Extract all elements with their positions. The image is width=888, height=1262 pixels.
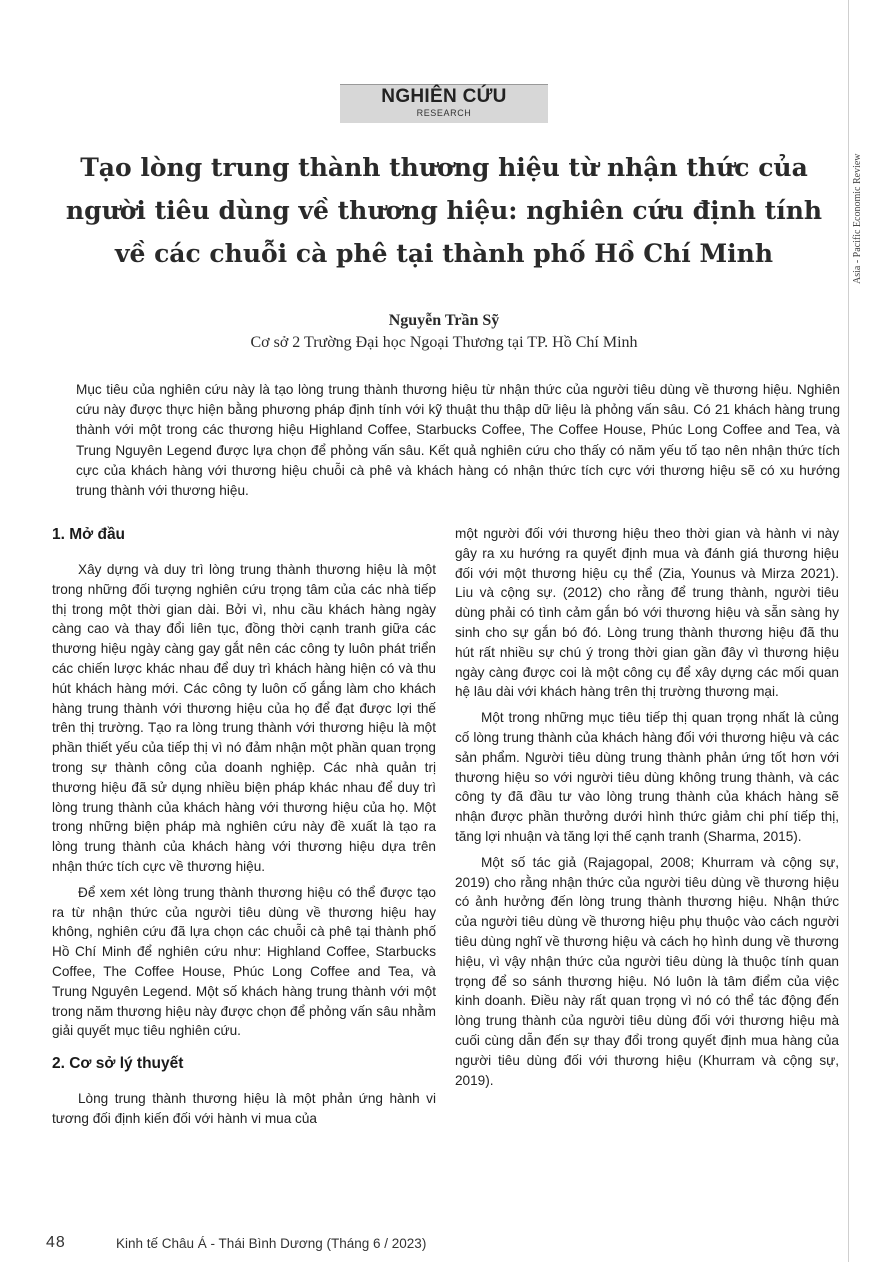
heading-theory: 2. Cơ sở lý thuyết	[52, 1055, 184, 1073]
side-journal-name: Asia - Pacific Economic Review	[852, 153, 863, 284]
page-number: 48	[46, 1234, 66, 1251]
section-title: NGHIÊN CỨU	[381, 86, 507, 107]
paragraph: Một trong những mục tiêu tiếp thị quan trọng nhất là củng cố lòng trung thành của khách hàng đối với thương hiệu và các sản phẩm. Người tiêu dùng trung thành phản ứng tốt hơn với thương hiệu so với người tiêu dùng không trung thành, và các công ty đã đầu tư vào lòng trung thành của khách hàng sẽ nhận được phần thưởng dưới hình thức giảm chi phí tiếp thị, tăng lợi nhuận và tăng lợi thế cạnh tranh (Sharma, 2015).	[455, 710, 839, 844]
paragraph: Lòng trung thành thương hiệu là một phản ứng hành vi tương đối định kiến đối với hành vi mua của	[52, 1091, 436, 1126]
paragraph: Xây dựng và duy trì lòng trung thành thương hiệu là một trong những đối tượng nghiên cứu trọng tâm của các nhà tiếp thị trong một thời gian dài. Bởi vì, nhu cầu khách hàng ngày càng cao và thay đổi liên tục, đồng thời cạnh tranh giữa các thương hiệu ngày càng gay gắt nên các công ty luôn phát triển các chiến lược khác nhau để duy trì khách hàng hiện có và thu hút khách hàng mới. Các công ty luôn cố gắng làm cho khách hàng trung thành với thương hiệu của họ để đạt được lợi thế trên thị trường. Tạo ra lòng trung thành với thương hiệu là một phần thiết yếu của tiếp thị vì nó đảm nhận một phần quan trọng trong sự thành công của doanh nghiệp. Các nhà quản trị thương hiệu đã sử dụng nhiều biện pháp khác nhau để duy trì lòng trung thành của khách hàng với thương hiệu của họ. Một trong những biện pháp mà nghiên cứu này đề xuất là tạo ra lòng trung thành của khách hàng với thương hiệu dựa trên nhận thức tích cực về thương hiệu.	[52, 562, 436, 874]
footer-journal-name: Kinh tế Châu Á - Thái Bình Dương (Tháng 6 / 2023)	[116, 1236, 427, 1251]
section-subtitle: RESEARCH	[416, 108, 472, 118]
article-affiliation: Cơ sở 2 Trường Đại học Ngoại Thương tại TP. Hồ Chí Minh	[250, 334, 638, 351]
abstract: Mục tiêu của nghiên cứu này là tạo lòng trung thành thương hiệu từ nhận thức của người tiêu dùng về thương hiệu. Nghiên cứu này được thực hiện bằng phương pháp định tính với kỹ thuật thu thập dữ liệu là phỏng vấn sâu. Có 21 khách hàng trung thành với một trong các thương hiệu Highland Coffee, Starbucks Coffee, The Coffee House, Phúc Long Coffee and Tea, và Trung Nguyên Legend được lựa chọn để phỏng vấn sâu. Kết quả nghiên cứu cho thấy có năm yếu tố tạo nên nhận thức tích cực của khách hàng với thương hiệu chuỗi cà phê và khách hàng có nhận thức tích cực với thương hiệu sẽ có xu hướng trung thành với thương hiệu.	[76, 382, 840, 499]
heading-introduction: 1. Mở đầu	[52, 526, 126, 543]
margin-rule	[848, 0, 849, 1262]
paragraph: Một số tác giả (Rajagopal, 2008; Khurram và cộng sự, 2019) cho rằng nhận thức của người tiêu dùng về thương hiệu có ảnh hưởng đến lòng trung thành thương hiệu. Nhận thức của người tiêu dùng về thương hiệu phụ thuộc vào cách người tiêu dùng nghĩ về thương hiệu và cách họ hình dung về thương hiệu, vì vậy nhận thức của người tiêu dùng là thuộc tính quan trọng để so sánh thương hiệu. Nó luôn là tâm điểm của việc kinh doanh. Điều này rất quan trọng vì nó có thể tác động đến lòng trung thành của người tiêu dùng đối với thương hiệu mà cuối cùng dẫn đến sự thay đổi trong quyết định mua hàng của người tiêu dùng đối với thương hiệu (Khurram và cộng sự, 2019).	[455, 854, 839, 1088]
paragraph: một người đối với thương hiệu theo thời gian và hành vi này gây ra xu hướng ra quyết định mua và đánh giá thương hiệu đối với một thương hiệu cụ thể (Zia, Younus và Mirza 2021). Liu và cộng sự. (2012) cho rằng để trung thành, người tiêu dùng phải có tình cảm gắn bó với thương hiệu và sẵn sàng hy sinh cho sự gắn bó đó. Lòng trung thành thương hiệu đã thu hút rất nhiều sự chú ý trong thời gian gần đây vì thương hiệu ngày càng được coi là một công cụ để xây dựng các mối quan hệ lâu dài với khách hàng trên thị trường thương mại.	[455, 526, 839, 700]
paragraph: Để xem xét lòng trung thành thương hiệu có thể được tạo ra từ nhận thức của người tiêu dùng về thương hiệu hay không, nghiên cứu đã lựa chọn các chuỗi cà phê tại thành phố Hồ Chí Minh để nghiên cứu như: Highland Coffee, Starbucks Coffee, The Coffee House, Phúc Long Coffee and Tea, và Trung Nguyên Legend. Một số khách hàng trung thành với một trong năm thương hiệu này được chọn để phỏng vấn sâu nhằm giải quyết mục tiêu nghiên cứu.	[52, 884, 436, 1039]
article-author: Nguyễn Trần Sỹ	[388, 312, 500, 329]
article-title: Tạo lòng trung thành thương hiệu từ nhận thức của người tiêu dùng về thương hiệu: nghiên cứu định tính về các chuỗi cà phê tại thành phố Hồ Chí Minh	[65, 153, 823, 268]
right-column	[455, 524, 839, 1096]
left-column	[52, 524, 436, 1135]
